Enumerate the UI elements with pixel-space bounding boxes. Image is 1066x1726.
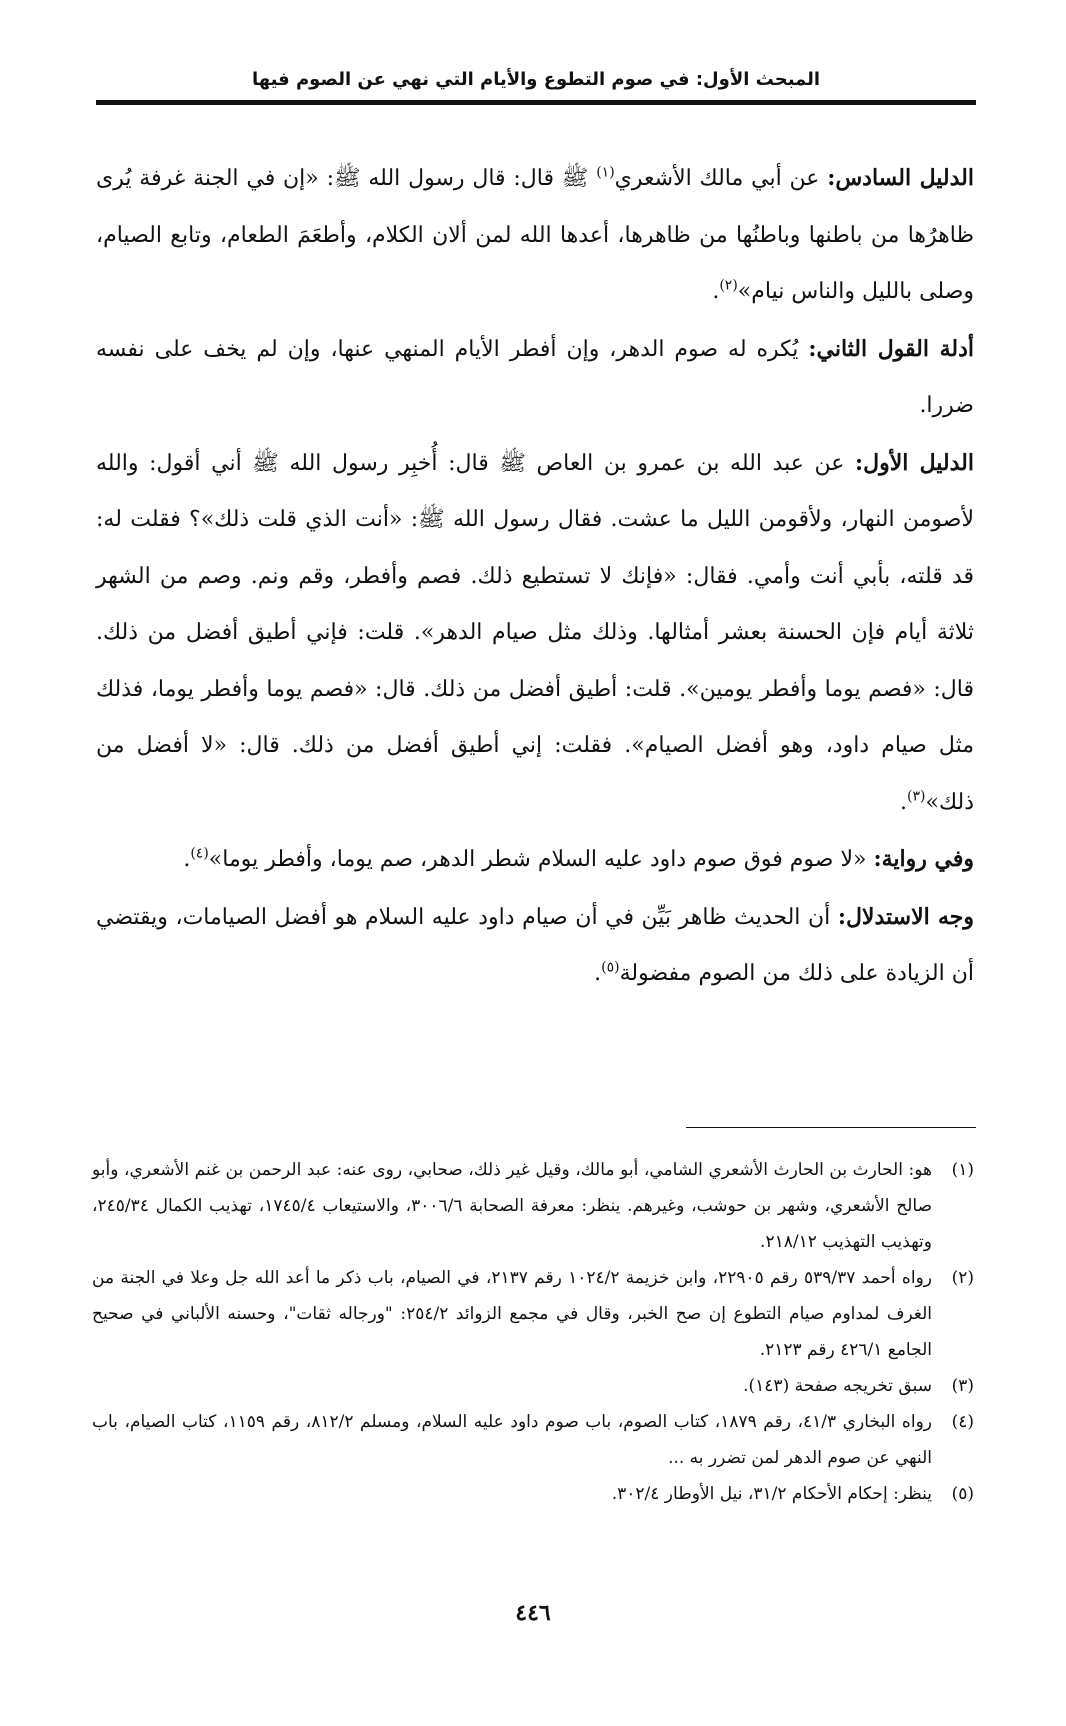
paragraph-punctuation: . xyxy=(594,961,602,986)
footnote-item xyxy=(92,1260,974,1368)
footnote-text: سبق تخريجه صفحة (١٤٣). xyxy=(743,1376,932,1396)
footnote-item xyxy=(92,1404,974,1476)
header-rule xyxy=(96,100,976,105)
footnote-item xyxy=(92,1152,974,1260)
paragraph-second-opinion-evidence xyxy=(96,321,974,435)
footnote-reference: (٥) xyxy=(601,959,620,976)
paragraph-term: الدليل الأول: xyxy=(854,449,974,476)
footnote-separator xyxy=(686,1127,976,1128)
footnote-text: رواه أحمد ٥٣٩/٣٧ رقم ٢٢٩٠٥، وابن خزيمة ١٠٢٤/٢ رقم ٢١٣٧، في الصيام، باب ذكر ما أعد الله جل وعلا في الجنة من الغرف لمداوم صيام التطوع إن صح الخبر، وقال في مجمع الزوائد ٢٥٤/٢: "ورجاله ثقات"، وحسنه الألباني في صحيح الجامع ٤٢٦/١ رقم ٢١٢٣. xyxy=(92,1268,933,1360)
paragraph-term: أدلة القول الثاني: xyxy=(808,335,975,362)
footnote-number: (٥) xyxy=(951,1484,974,1504)
paragraph-term: وفي رواية: xyxy=(873,846,974,872)
footnote-number: (٢) xyxy=(951,1268,974,1288)
main-text xyxy=(96,150,974,1003)
paragraph-punctuation: . xyxy=(900,789,908,815)
paragraph-text: أن الحديث ظاهر بَيِّن في أن صيام داود عليه السلام هو أفضل الصيامات، ويقتضي أن الزيادة على ذلك من الصوم مفضولة xyxy=(96,904,974,986)
paragraph-punctuation: . xyxy=(712,279,720,304)
paragraph-text: «لا صوم فوق صوم داود عليه السلام شطر الدهر، صم يوما، وأفطر يوما» xyxy=(208,847,874,872)
footnote-reference: (٢) xyxy=(719,277,738,294)
paragraph-first-evidence xyxy=(96,435,974,832)
page-number: ٤٤٦ xyxy=(515,1600,551,1626)
running-header: المبحث الأول: في صوم التطوع والأيام التي نهي عن الصوم فيها xyxy=(251,69,821,90)
paragraph-punctuation: . xyxy=(183,847,191,872)
paragraph-text: ﷺ قال: قال رسول الله ﷺ: «إن في الجنة غرفة يُرى ظاهرُها من باطنها وباطنُها من ظاهرها، أعدها الله لمن ألان الكلام، وأطعَمَ الطعام، وتابع الصيام، وصلى بالليل والناس نيام» xyxy=(96,166,974,304)
footnote-number: (١) xyxy=(951,1160,974,1180)
paragraph-sixth-evidence xyxy=(96,150,974,321)
footnote-item xyxy=(92,1476,974,1512)
footnote-reference: (٤) xyxy=(190,845,209,862)
paragraph-term: وجه الاستدلال: xyxy=(837,903,975,930)
footnote-text: رواه البخاري ٤١/٣، رقم ١٨٧٩، كتاب الصوم، باب صوم داود عليه السلام، ومسلم ٨١٢/٢، رقم ١١٥٩، كتاب الصيام، باب النهي عن صوم الدهر لمن تضرر به ... xyxy=(92,1412,932,1468)
footnote-item xyxy=(92,1368,974,1404)
paragraph-text: يُكره له صوم الدهر، وإن أفطر الأيام المنهي عنها، وإن لم يخف على نفسه ضررا. xyxy=(96,336,974,418)
paragraph-text: عن عبد الله بن عمرو بن العاص ﷺ قال: أُخبِر رسول الله ﷺ أني أقول: والله لأصومن النهار، ولأقومن الليل ما عشت. فقال رسول الله ﷺ: «أنت الذي قلت ذلك»؟ فقلت له: قد قلته، بأبي أنت وأمي. فقال: «فإنك لا تستطيع ذلك. فصم وأفطر، وقم ونم. وصم من الشهر ثلاثة أيام فإن الحسنة بعشر أمثالها. وذلك مثل صيام الدهر». قلت: فإني أطيق أفضل من ذلك. قال: «فصم يوما وأفطر يومين». قلت: أطيق أفضل من ذلك. قال: «فصم يوما وأفطر يوما، فذلك مثل صيام داود، وهو أفضل الصيام». فقلت: إني أطيق أفضل من ذلك. قال: «لا أفضل من ذلك» xyxy=(96,450,974,815)
footnote-number: (٣) xyxy=(951,1376,974,1396)
footnote-reference: (١) xyxy=(596,164,615,181)
paragraph-text: عن أبي مالك الأشعري xyxy=(614,166,828,191)
footnote-reference: (٣) xyxy=(907,788,926,805)
paragraph-term: الدليل السادس: xyxy=(827,165,974,191)
footnote-text: ينظر: إحكام الأحكام ٣١/٢، نيل الأوطار ٣٠٢/٤. xyxy=(611,1484,932,1504)
paragraph-inference xyxy=(96,889,974,1003)
footnotes xyxy=(92,1152,974,1512)
paragraph-narration xyxy=(96,831,974,889)
footnote-number: (٤) xyxy=(951,1412,974,1432)
footnote-text: هو: الحارث بن الحارث الأشعري الشامي، أبو مالك، وقيل غير ذلك، صحابي، روى عنه: عبد الرحمن بن غنم الأشعري، وأبو صالح الأشعري، وشهر بن حوشب، وغيرهم. ينظر: معرفة الصحابة ٣٠٠٦/٦، والاستيعاب ١٧٤٥/٤، تهذيب الكمال ٢٤٥/٣٤، وتهذيب التهذيب ٢١٨/١٢. xyxy=(92,1160,933,1252)
